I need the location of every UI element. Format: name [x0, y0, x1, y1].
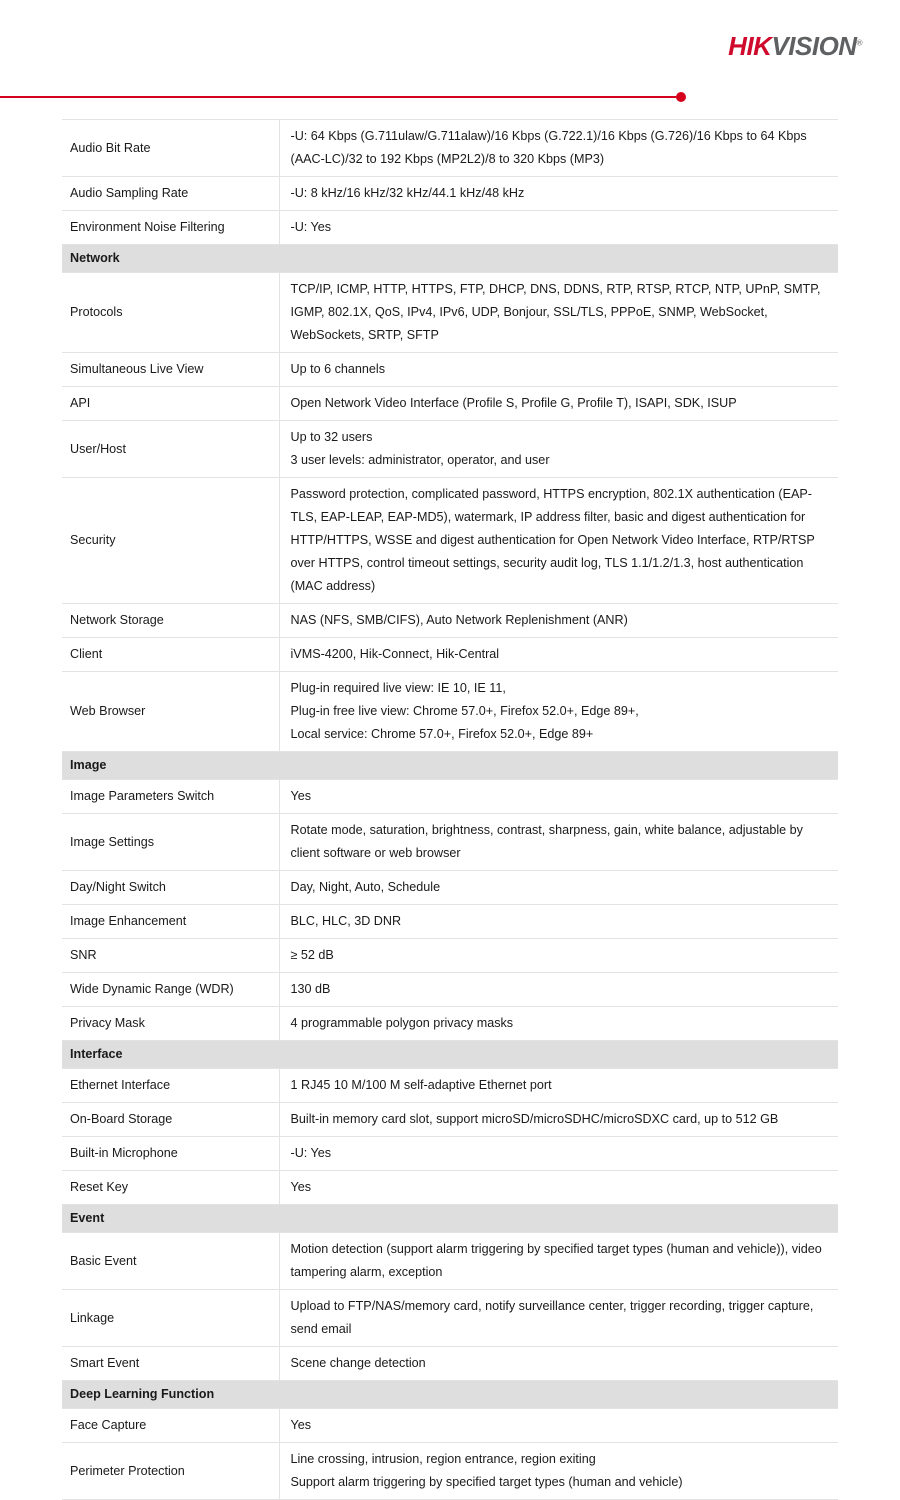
spec-value-line: Up to 6 channels [290, 362, 386, 376]
spec-row-label: Image Enhancement [62, 905, 279, 939]
spec-value-line: NAS (NFS, SMB/CIFS), Auto Network Replenishment (ANR) [290, 613, 628, 627]
spec-row-label: Basic Event [62, 1233, 279, 1290]
spec-row-value [279, 1069, 838, 1103]
spec-row-label: Smart Event [62, 1347, 279, 1381]
specification-table-body [62, 120, 838, 1500]
spec-value-line: 1 RJ45 10 M/100 M self-adaptive Ethernet port [290, 1078, 552, 1092]
spec-value-line: -U: Yes [290, 220, 332, 234]
spec-row [62, 871, 838, 905]
spec-row-value [279, 273, 838, 353]
spec-value-line: Built-in memory card slot, support microSD/microSDHC/microSDXC card, up to 512 GB [290, 1112, 779, 1126]
spec-row-label: Network Storage [62, 604, 279, 638]
spec-row [62, 1233, 838, 1290]
spec-row-label: User/Host [62, 421, 279, 478]
spec-value-line: 4 programmable polygon privacy masks [290, 1016, 514, 1030]
spec-row-label: Audio Sampling Rate [62, 177, 279, 211]
spec-row-label: Reset Key [62, 1171, 279, 1205]
spec-row [62, 1443, 838, 1500]
spec-section-title: Deep Learning Function [62, 1381, 838, 1409]
spec-value-line: Support alarm triggering by specified target types (human and vehicle) [290, 1475, 683, 1489]
spec-row-value [279, 1171, 838, 1205]
spec-row-value [279, 1347, 838, 1381]
spec-row-label: Client [62, 638, 279, 672]
spec-row-value [279, 211, 838, 245]
spec-row [62, 120, 838, 177]
spec-row-label: Environment Noise Filtering [62, 211, 279, 245]
spec-value-line: Open Network Video Interface (Profile S, Profile G, Profile T), ISAPI, SDK, ISUP [290, 396, 737, 410]
spec-row-value [279, 421, 838, 478]
spec-row [62, 1171, 838, 1205]
spec-value-line: -U: Yes [290, 1146, 332, 1160]
page-header [0, 0, 900, 104]
brand-name-secondary: VISION [771, 31, 857, 61]
spec-value-line: Password protection, complicated password, HTTPS encryption, 802.1X authentication (EAP-TLS, EAP-LEAP, EAP-MD5), watermark, IP address filter, basic and digest authentication for HTTP/HTTPS, WSSE and digest authentication for Open Network Video Interface, RTP/RTSP over HTTPS, control timeout settings, security audit log, TLS 1.1/1.2/1.3, host authentication (MAC address) [290, 487, 815, 593]
spec-row-label: Protocols [62, 273, 279, 353]
spec-value-line: Upload to FTP/NAS/memory card, notify surveillance center, trigger recording, trigger capture, send email [290, 1299, 814, 1336]
spec-row-value [279, 780, 838, 814]
spec-row-label: Security [62, 478, 279, 604]
spec-row-label: SNR [62, 939, 279, 973]
spec-row [62, 780, 838, 814]
spec-section-title: Event [62, 1205, 838, 1233]
spec-row-value [279, 1007, 838, 1041]
spec-value-line: Plug-in free live view: Chrome 57.0+, Firefox 52.0+, Edge 89+, [290, 704, 639, 718]
spec-row [62, 1069, 838, 1103]
spec-row [62, 273, 838, 353]
spec-row [62, 1103, 838, 1137]
spec-row [62, 1290, 838, 1347]
spec-row [62, 1137, 838, 1171]
spec-value-line: ≥ 52 dB [290, 948, 334, 962]
hikvision-logo [728, 33, 862, 59]
spec-row-label: Day/Night Switch [62, 871, 279, 905]
spec-row [62, 353, 838, 387]
spec-row-value [279, 638, 838, 672]
spec-row [62, 1007, 838, 1041]
spec-row [62, 905, 838, 939]
spec-row-value [279, 387, 838, 421]
spec-row [62, 672, 838, 752]
spec-row-value [279, 905, 838, 939]
specification-table-container [62, 119, 838, 1500]
spec-value-line: Day, Night, Auto, Schedule [290, 880, 441, 894]
spec-row [62, 478, 838, 604]
spec-section-title: Network [62, 245, 838, 273]
spec-value-line: Line crossing, intrusion, region entrance, region exiting [290, 1452, 596, 1466]
spec-row [62, 1409, 838, 1443]
spec-row-label: On-Board Storage [62, 1103, 279, 1137]
spec-row [62, 177, 838, 211]
spec-row-value [279, 120, 838, 177]
header-divider-rule [0, 96, 681, 98]
spec-value-line: TCP/IP, ICMP, HTTP, HTTPS, FTP, DHCP, DNS, DDNS, RTP, RTSP, RTCP, NTP, UPnP, SMTP, IGMP, 802.1X, QoS, IPv4, IPv6, UDP, Bonjour, SSL/TLS, PPPoE, SNMP, WebSocket, WebSockets, SRTP, SFTP [290, 282, 821, 342]
spec-row [62, 814, 838, 871]
spec-row-value [279, 478, 838, 604]
spec-value-line: -U: 8 kHz/16 kHz/32 kHz/44.1 kHz/48 kHz [290, 186, 525, 200]
spec-row-value [279, 1233, 838, 1290]
spec-row-value [279, 672, 838, 752]
spec-row-value [279, 1137, 838, 1171]
spec-value-line: Yes [290, 1180, 312, 1194]
spec-value-line: Yes [290, 789, 312, 803]
spec-row-label: Perimeter Protection [62, 1443, 279, 1500]
spec-row-label: API [62, 387, 279, 421]
spec-section-header-row [62, 1205, 838, 1233]
spec-value-line: Rotate mode, saturation, brightness, contrast, sharpness, gain, white balance, adjustable by client software or web browser [290, 823, 803, 860]
spec-value-line: Plug-in required live view: IE 10, IE 11, [290, 681, 506, 695]
spec-row [62, 939, 838, 973]
spec-value-line: 3 user levels: administrator, operator, and user [290, 453, 550, 467]
spec-value-line: BLC, HLC, 3D DNR [290, 914, 402, 928]
spec-row-value [279, 973, 838, 1007]
spec-row-label: Image Parameters Switch [62, 780, 279, 814]
spec-row-label: Simultaneous Live View [62, 353, 279, 387]
spec-row-value [279, 604, 838, 638]
brand-name-primary: HIK [728, 31, 772, 61]
spec-section-header-row [62, 752, 838, 780]
spec-section-title: Interface [62, 1041, 838, 1069]
spec-value-line: Up to 32 users [290, 430, 373, 444]
spec-value-line: Local service: Chrome 57.0+, Firefox 52.0+, Edge 89+ [290, 727, 594, 741]
spec-row-label: Wide Dynamic Range (WDR) [62, 973, 279, 1007]
spec-row-value [279, 353, 838, 387]
spec-section-title: Image [62, 752, 838, 780]
spec-row-label: Audio Bit Rate [62, 120, 279, 177]
spec-row [62, 211, 838, 245]
spec-row-label: Web Browser [62, 672, 279, 752]
spec-row-label: Privacy Mask [62, 1007, 279, 1041]
spec-row-value [279, 1290, 838, 1347]
spec-row-value [279, 1443, 838, 1500]
spec-value-line: iVMS-4200, Hik-Connect, Hik-Central [290, 647, 500, 661]
spec-value-line: Yes [290, 1418, 312, 1432]
spec-row-value [279, 871, 838, 905]
spec-row [62, 638, 838, 672]
spec-row [62, 1347, 838, 1381]
spec-row-value [279, 939, 838, 973]
spec-value-line: 130 dB [290, 982, 331, 996]
spec-row [62, 387, 838, 421]
spec-section-header-row [62, 1381, 838, 1409]
spec-section-header-row [62, 1041, 838, 1069]
spec-row-label: Built-in Microphone [62, 1137, 279, 1171]
spec-row-label: Face Capture [62, 1409, 279, 1443]
spec-value-line: Motion detection (support alarm triggering by specified target types (human and vehicle)), video tampering alarm, exception [290, 1242, 822, 1279]
spec-section-header-row [62, 245, 838, 273]
spec-value-line: -U: 64 Kbps (G.711ulaw/G.711alaw)/16 Kbps (G.722.1)/16 Kbps (G.726)/16 Kbps to 64 Kbps (AAC-LC)/32 to 192 Kbps (MP2L2)/8 to 320 Kbps (MP3) [290, 129, 807, 166]
spec-row [62, 421, 838, 478]
spec-row-label: Linkage [62, 1290, 279, 1347]
spec-row-value [279, 814, 838, 871]
spec-row-value [279, 1103, 838, 1137]
spec-row-value [279, 177, 838, 211]
spec-row-value [279, 1409, 838, 1443]
specification-table [62, 119, 838, 1500]
spec-row [62, 604, 838, 638]
spec-row-label: Ethernet Interface [62, 1069, 279, 1103]
spec-row [62, 973, 838, 1007]
spec-value-line: Scene change detection [290, 1356, 426, 1370]
registered-trademark-icon: ® [856, 38, 862, 48]
header-rule-dot-icon [676, 92, 686, 102]
spec-row-label: Image Settings [62, 814, 279, 871]
